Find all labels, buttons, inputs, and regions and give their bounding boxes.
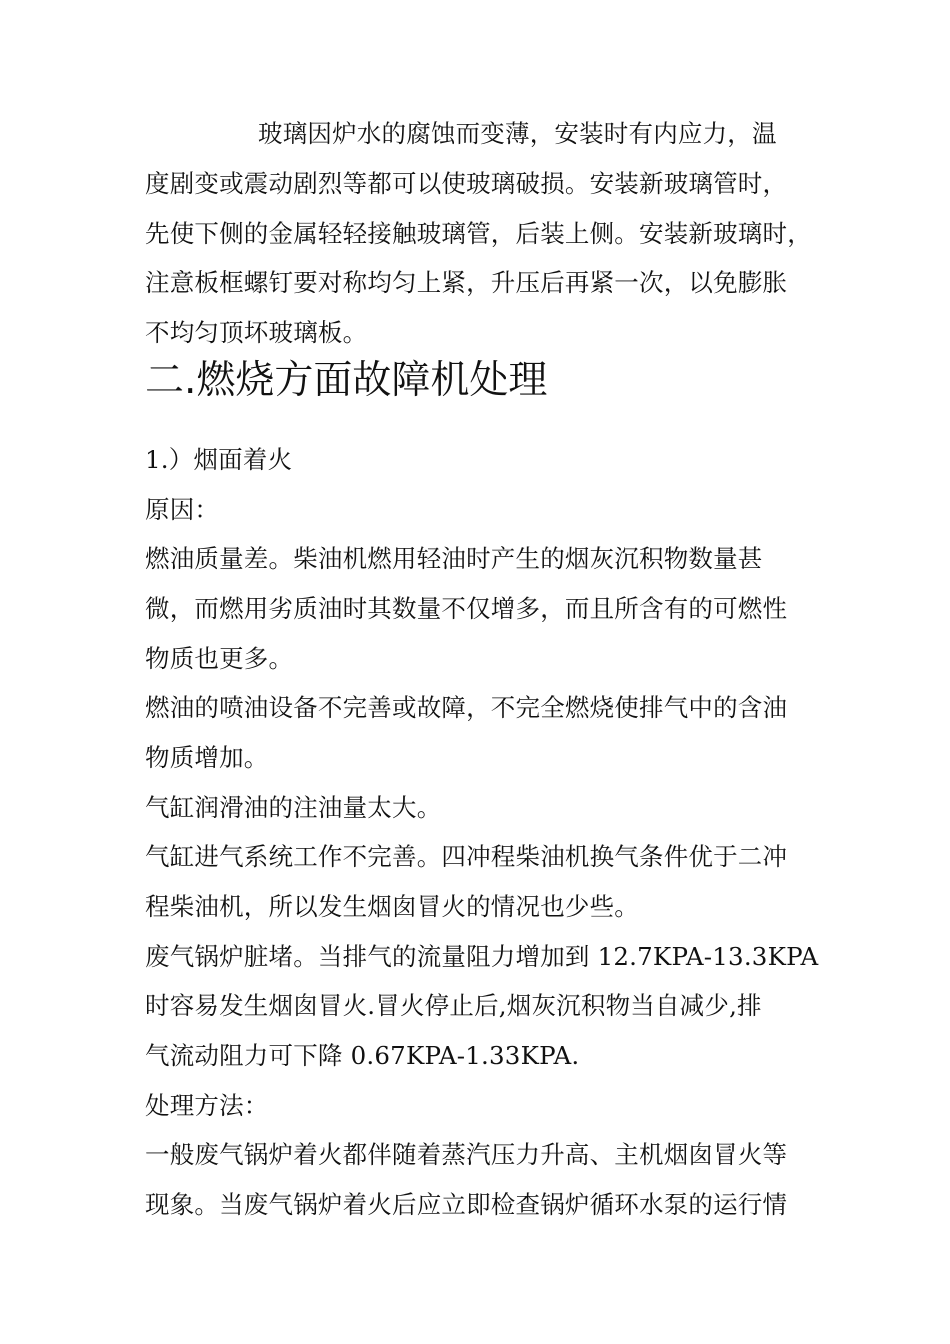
method-line-2: 现象。当废气锅炉着火后应立即检查锅炉循环水泵的运行情	[145, 1190, 788, 1219]
cause-line-9: 废气锅炉脏堵。当排气的流量阻力增加到 12.7KPA-13.3KPA	[145, 942, 819, 971]
cause-line-4: 燃油的喷油设备不完善或故障，不完全燃烧使排气中的含油	[145, 693, 788, 722]
intro-line-1: 玻璃因炉水的腐蚀而变薄，安装时有内应力，温	[258, 119, 777, 148]
intro-line-2: 度剧变或震动剧烈等都可以使玻璃破损。安装新玻璃管时，	[145, 169, 788, 198]
cause-line-2: 微，而燃用劣质油时其数量不仅增多，而且所含有的可燃性	[145, 594, 788, 623]
method-line-1: 一般废气锅炉着火都伴随着蒸汽压力升高、主机烟囱冒火等	[145, 1140, 788, 1169]
cause-line-8: 程柴油机，所以发生烟囱冒火的情况也少些。	[145, 892, 639, 921]
subsection-title: 1.）烟面着火	[145, 445, 293, 474]
intro-line-4: 注意板框螺钉要对称均匀上紧，升压后再紧一次，以免膨胀	[145, 268, 788, 297]
intro-line-5: 不均匀顶坏玻璃板。	[145, 318, 368, 347]
cause-label: 原因：	[145, 495, 220, 524]
cause-line-3: 物质也更多。	[145, 644, 294, 673]
cause-line-11: 气流动阻力可下降 0.67KPA-1.33KPA.	[145, 1041, 580, 1070]
cause-line-7: 气缸进气系统工作不完善。四冲程柴油机换气条件优于二冲	[145, 842, 788, 871]
cause-line-10: 时容易发生烟囱冒火.冒火停止后,烟灰沉积物当自减少,排	[145, 991, 762, 1020]
cause-line-5: 物质增加。	[145, 743, 269, 772]
cause-line-6: 气缸润滑油的注油量太大。	[145, 793, 442, 822]
cause-line-1: 燃油质量差。柴油机燃用轻油时产生的烟灰沉积物数量甚	[145, 544, 763, 573]
section-heading: 二.燃烧方面故障机处理	[145, 358, 548, 403]
method-label: 处理方法：	[145, 1091, 269, 1120]
intro-line-3: 先使下侧的金属轻轻接触玻璃管，后装上侧。安装新玻璃时，	[145, 219, 812, 248]
